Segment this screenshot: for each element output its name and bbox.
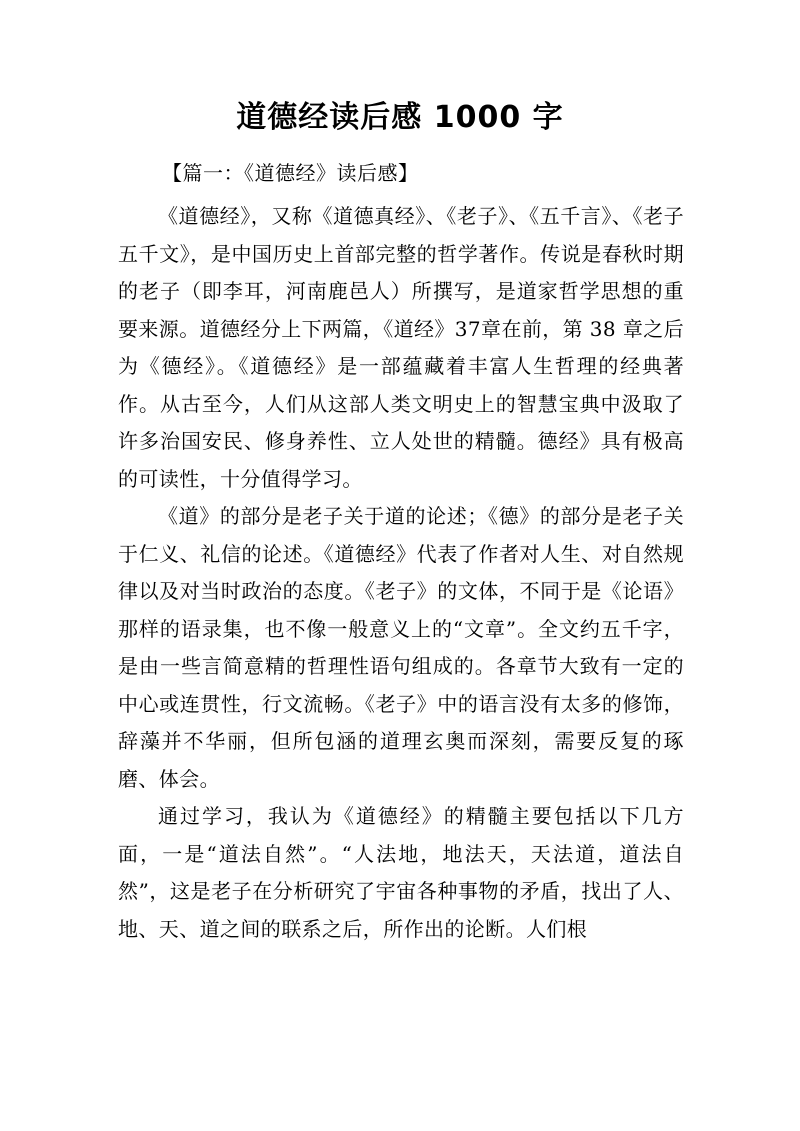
paragraph-1: 《道德经》，又称《道德真经》、《老子》、《五千言》、《老子五千文》，是中国历史上首部完整的哲学著作。传说是春秋时期的老子（即李耳，河南鹿邑人）所撰写，是道家哲学思想的重要来源。道德经分上下两篇，《道经》37章在前，第 38 章之后为《德经》。《道德经》是一部蕴藏着丰富人生哲理的经典著作。从古至今，人们从这部人类文明史上的智慧宝典中汲取了许多治国安民、修身养性、立人处世的精髓。德经》具有极高的可读性，十分值得学习。	[118, 204, 685, 491]
section-heading: 【篇一：《道德经》读后感】	[162, 161, 419, 185]
document-title: 道德经读后感 1000 字	[236, 100, 564, 135]
paragraph-2: 《道》的部分是老子关于道的论述；《德》的部分是老子关于仁义、礼信的论述。《道德经》代表了作者对人生、对自然规律以及对当时政治的态度。《老子》的文体，不同于是《论语》那样的语录集，也不像一般意义上的“文章”。全文约五千字，是由一些言简意精的哲理性语句组成的。各章节大致有一定的中心或连贯性，行文流畅。《老子》中的语言没有太多的修饰，辞藻并不华丽，但所包涵的道理玄奥而深刻，需要反复的琢磨、体会。	[118, 504, 684, 791]
paragraph-3: 通过学习，我认为《道德经》的精髓主要包括以下几方面，一是“道法自然”。“人法地，地法天，天法道，道法自然”，这是老子在分析研究了宇宙各种事物的矛盾，找出了人、地、天、道之间的联系之后，所作出的论断。人们根	[118, 804, 684, 941]
document-body	[118, 198, 684, 948]
